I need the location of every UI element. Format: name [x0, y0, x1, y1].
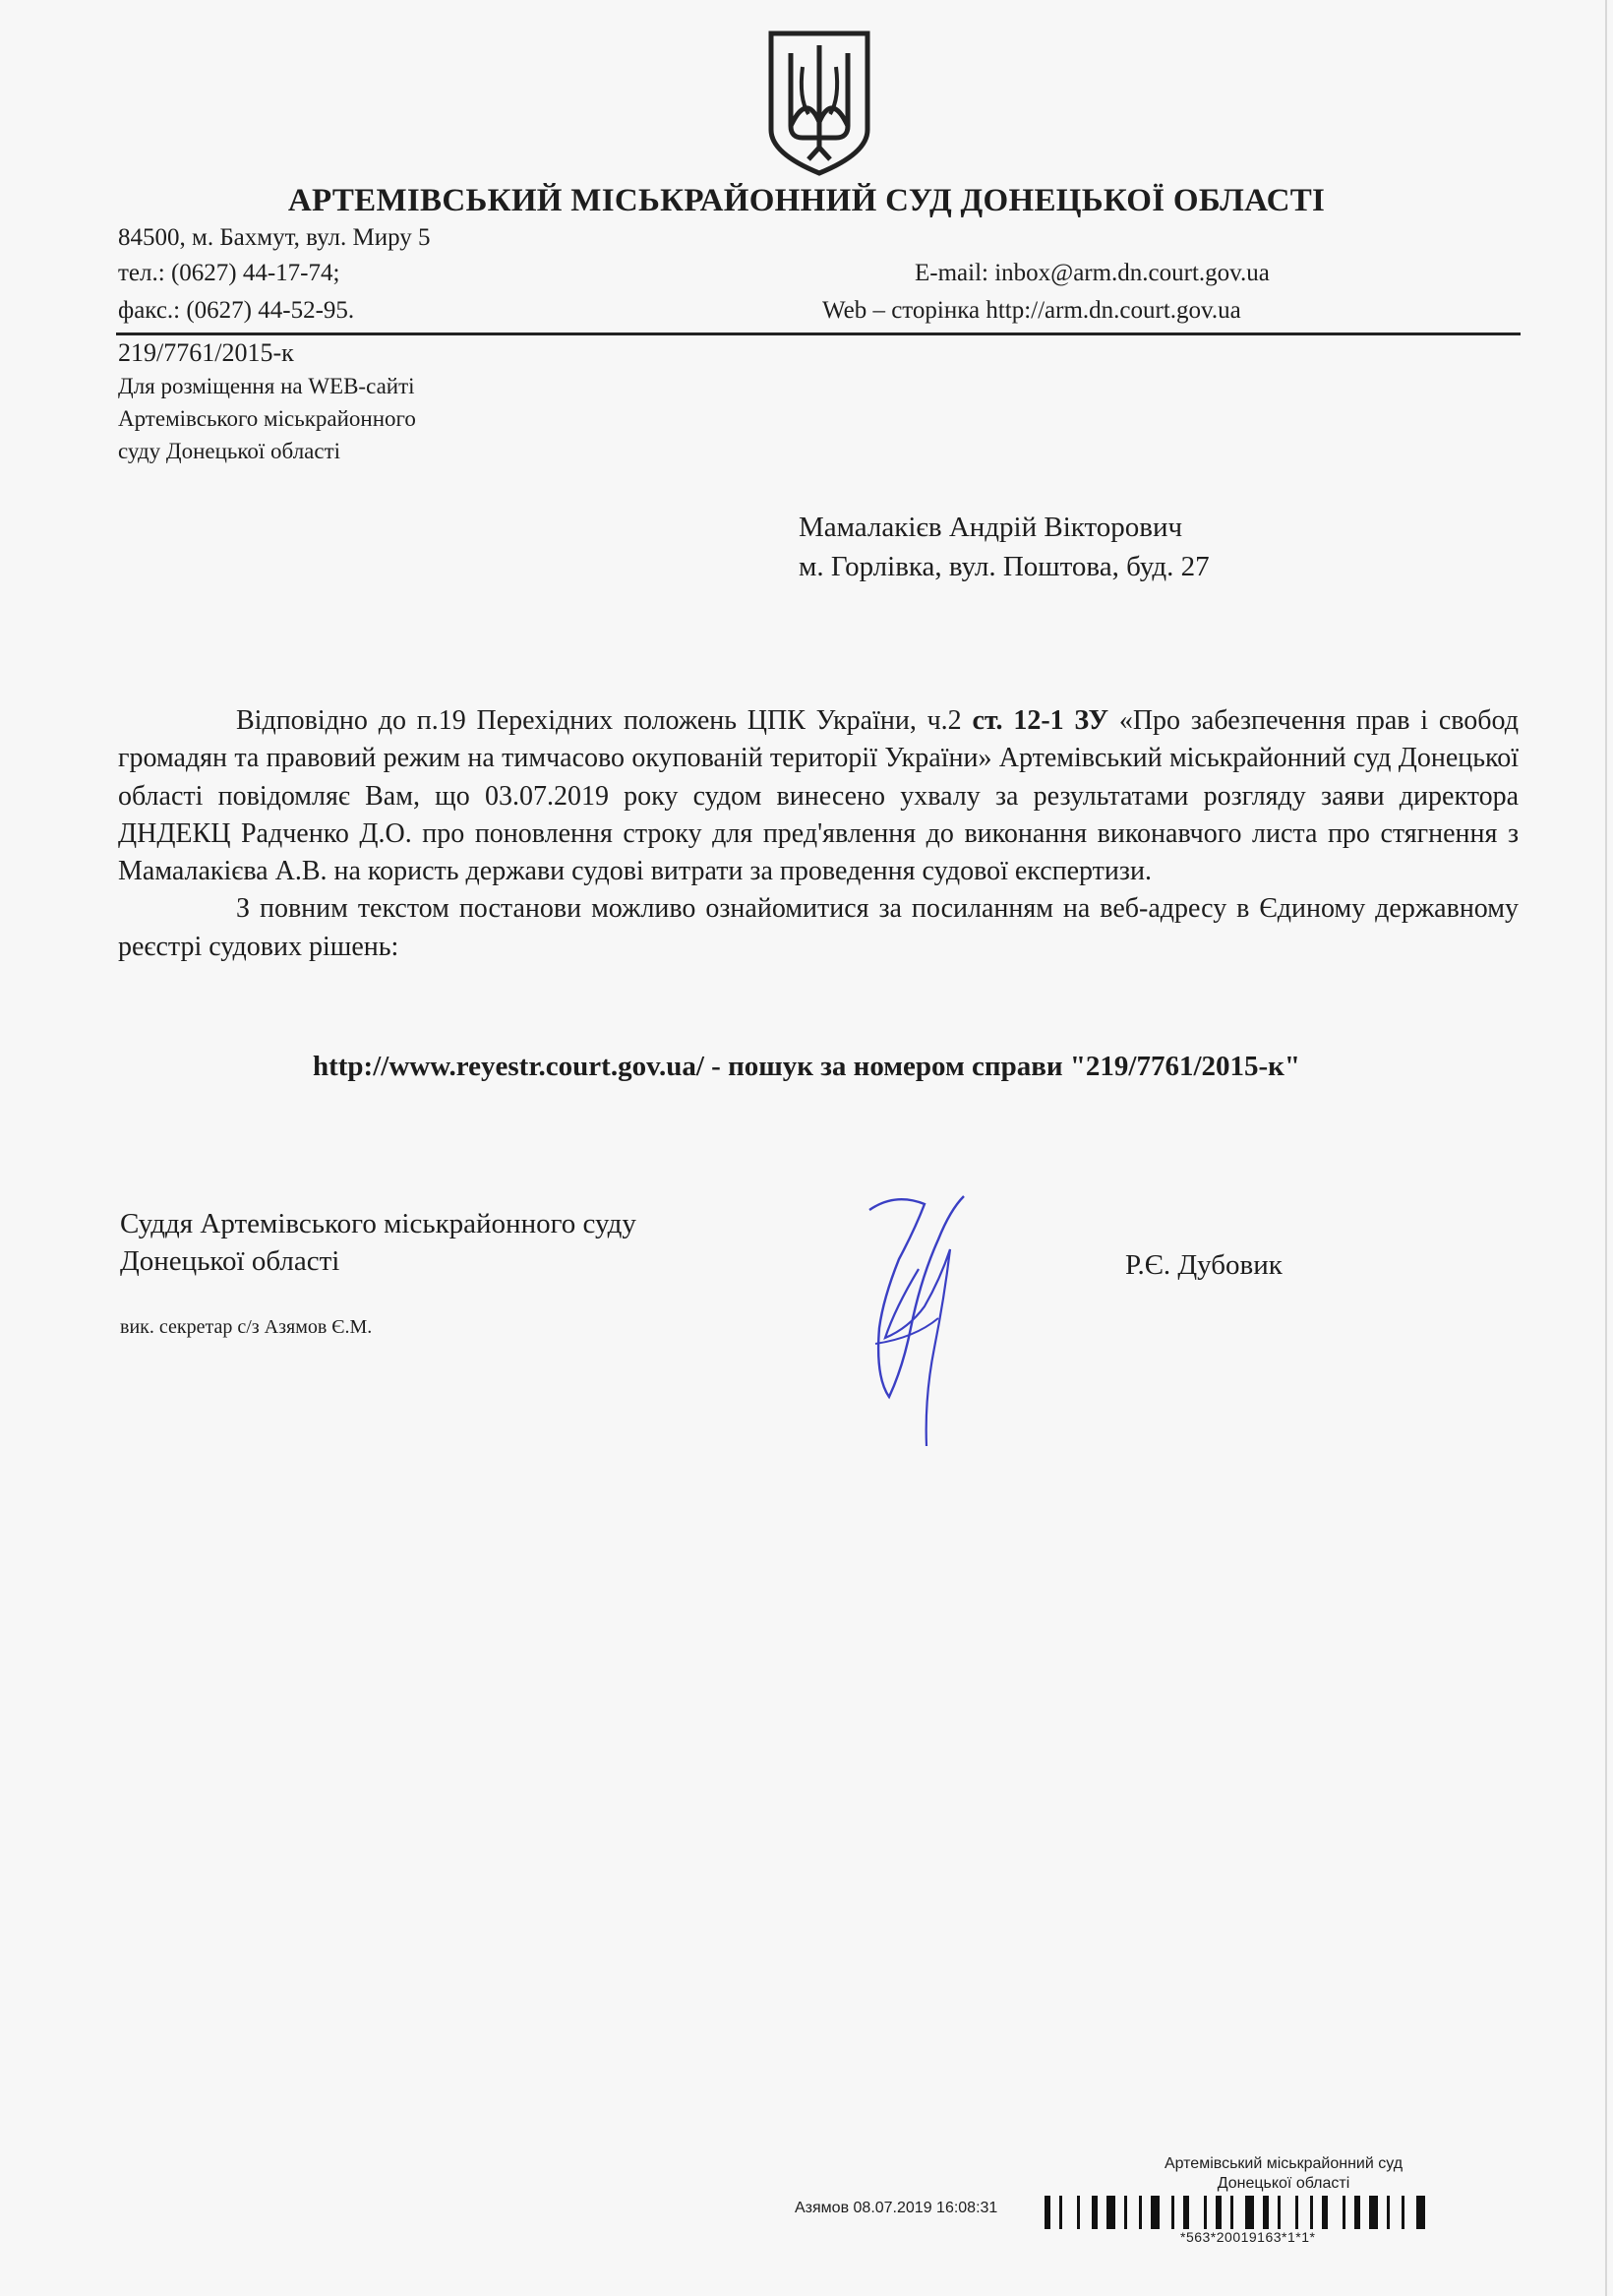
barcode-bar [1278, 2196, 1281, 2229]
barcode-bar [1387, 2196, 1390, 2229]
body-paragraph: Відповідно до п.19 Перехідних положень ЦПК України, ч.2 ст. 12-1 ЗУ «Про забезпечення прав і свобод громадян та правовий режим на тимчасово окупованій території України» Артемівський міськрайонний суд Донецької області повідомляє Вам, що 03.07.2019 року судом винесено ухвалу за результатами розгляду заяви директора ДНДЕКЦ Радченко Д.О. про поновлення строку для пред'явлення до виконання виконавчого листа про стягнення з Мамалакієва А.В. на користь держави судові витрати за проведення судової експертизи. [118, 705, 1519, 887]
barcode-bar [1416, 2196, 1425, 2229]
barcode-bar [1045, 2196, 1050, 2229]
barcode-bar [1402, 2196, 1404, 2229]
judge-title-line: Донецької області [120, 1245, 340, 1277]
barcode-bar [1151, 2196, 1160, 2229]
barcode-bar [1204, 2196, 1207, 2229]
barcode-bar [1077, 2196, 1080, 2229]
recipient-address: м. Горлівка, вул. Поштова, буд. 27 [799, 551, 1210, 582]
court-email: E-mail: inbox@arm.dn.court.gov.ua [915, 260, 1270, 286]
barcode-bar [1322, 2196, 1328, 2229]
stamp-meta: Азямов 08.07.2019 16:08:31 [795, 2200, 998, 2216]
barcode-bar [1216, 2196, 1222, 2229]
handwritten-signature [856, 1180, 993, 1456]
barcode-bar [1310, 2196, 1313, 2229]
barcode-bar [1245, 2196, 1254, 2229]
barcode-bar [1295, 2196, 1298, 2229]
body-paragraph: З повним текстом постанови можливо ознайомитися за посиланням на веб-адресу в Єдиному державному реєстрі судових рішень: [118, 893, 1519, 962]
coat-of-arms-icon [763, 28, 875, 177]
recipient-name: Мамалакієв Андрій Вікторович [799, 512, 1183, 543]
publication-note-line: Артемівського міськрайонного [118, 406, 416, 431]
court-address: 84500, м. Бахмут, вул. Миру 5 [118, 224, 431, 251]
court-fax: факс.: (0627) 44-52-95. [118, 297, 355, 324]
court-phone: тел.: (0627) 44-17-74; [118, 260, 340, 286]
barcode-bar [1343, 2196, 1345, 2229]
barcode-bar [1139, 2196, 1142, 2229]
barcode-number: *563*20019163*1*1* [1180, 2229, 1316, 2245]
stamp-court: Артемівський міськрайонний суд Донецької області [1164, 2155, 1404, 2192]
barcode-bar [1183, 2196, 1189, 2229]
secretary-note: вик. секретар с/з Азямов Є.М. [120, 1316, 373, 1338]
barcode-bar [1171, 2196, 1174, 2229]
barcode-bar [1092, 2196, 1098, 2229]
registry-link[interactable]: http://www.reyestr.court.gov.ua/ - пошук за номером справи "219/7761/2015-к" [312, 1051, 1300, 1082]
barcode-bar [1354, 2196, 1360, 2229]
barcode-bar [1059, 2196, 1062, 2229]
letter-body [118, 702, 1519, 966]
barcode-bar [1124, 2196, 1127, 2229]
court-name: АРТЕМІВСЬКИЙ МІСЬКРАЙОННИЙ СУД ДОНЕЦЬКОЇ ОБЛАСТІ [287, 183, 1326, 218]
case-number: 219/7761/2015-к [118, 338, 294, 367]
law-article: ст. 12-1 ЗУ [972, 705, 1109, 736]
barcode-bar [1106, 2196, 1115, 2229]
barcode-bar [1230, 2196, 1233, 2229]
publication-note-line: суду Донецької області [118, 439, 341, 463]
barcode-bar [1369, 2196, 1378, 2229]
barcode-bar [1263, 2196, 1269, 2229]
barcode [1045, 2196, 1526, 2229]
publication-note-line: Для розміщення на WEB-сайті [118, 374, 415, 398]
court-website: Web – сторінка http://arm.dn.court.gov.ua [822, 297, 1241, 324]
judge-title-line: Суддя Артемівського міськрайонного суду [120, 1208, 636, 1239]
judge-name: Р.Є. Дубовик [1125, 1249, 1283, 1281]
header-divider [116, 332, 1521, 335]
page-edge [1605, 0, 1607, 2296]
